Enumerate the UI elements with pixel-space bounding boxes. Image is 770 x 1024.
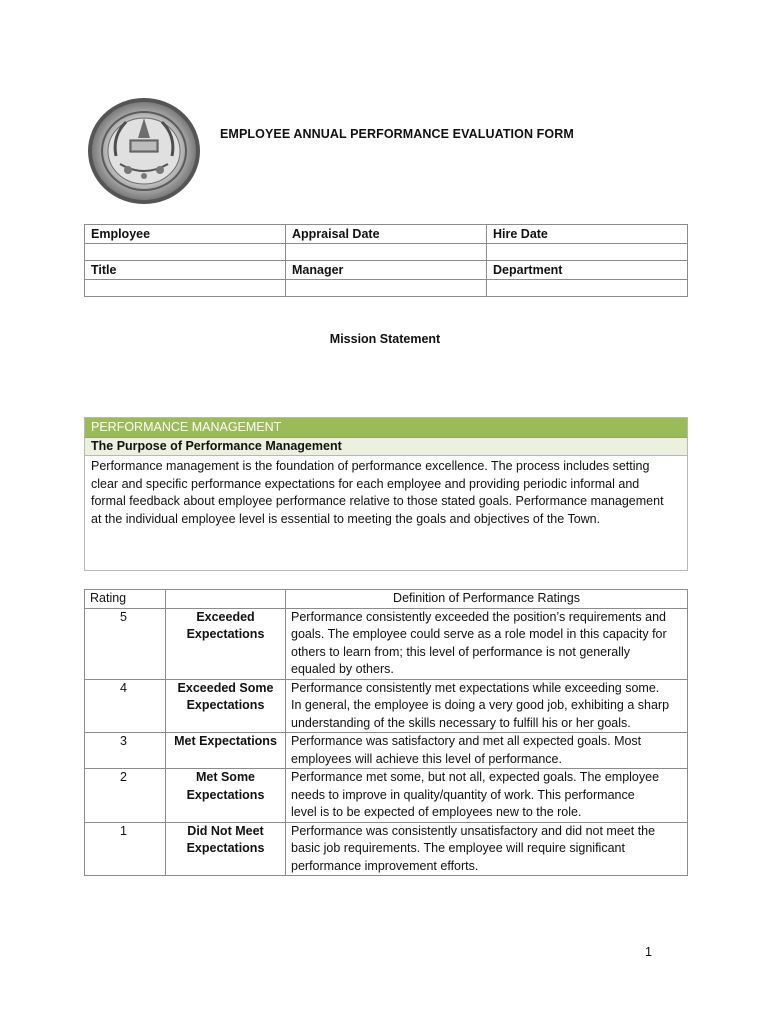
rating-row: [85, 822, 688, 876]
rating-term: [166, 608, 286, 679]
rating-value: 4: [85, 679, 166, 733]
manager-label: Manager: [286, 261, 487, 280]
rating-term-line: Expectations: [186, 841, 265, 855]
hire-date-label: Hire Date: [487, 225, 688, 244]
rating-definition-line: Performance met some, but not all, expected goals. The employee: [291, 770, 660, 784]
rating-column-header: Rating: [85, 590, 166, 609]
performance-management-section: [84, 417, 688, 571]
rating-term-line: Exceeded: [196, 609, 255, 624]
rating-row: [85, 733, 688, 769]
hire-date-field[interactable]: [487, 244, 688, 261]
rating-term-line: Expectations: [186, 787, 265, 802]
rating-term-line: Expectations: [186, 698, 265, 712]
rating-definition-line: understanding of the skills necessary to fulfill his or her goals.: [291, 715, 631, 730]
performance-management-header: PERFORMANCE MANAGEMENT: [85, 418, 687, 438]
rating-row: [85, 769, 688, 823]
rating-term-line: Expectations: [186, 627, 265, 641]
rating-term: [166, 822, 286, 876]
town-seal-logo: [86, 96, 202, 206]
rating-definition-line: basic job requirements. The employee will require significant: [291, 841, 625, 855]
rating-term: [166, 769, 286, 823]
text-line: formal feedback about employee performance relative to those stated goals. Performance management: [91, 494, 664, 508]
info-label-row: [85, 225, 688, 244]
info-label-row: [85, 261, 688, 280]
rating-value: 5: [85, 608, 166, 679]
info-input-row: [85, 244, 688, 261]
department-field[interactable]: [487, 280, 688, 297]
rating-term: [166, 679, 286, 733]
term-column-header: [166, 590, 286, 609]
rating-definition-line: equaled by others.: [291, 662, 394, 676]
rating-row: [85, 679, 688, 733]
rating-definition-line: others to learn from; this level of performance is not generally: [291, 644, 631, 659]
rating-term-line: Met Some: [195, 770, 256, 784]
rating-definition-line: needs to improve in quality/quantity of work. This performance: [291, 787, 635, 802]
rating-definition-line: goals. The employee could serve as a role model in this capacity for: [291, 627, 667, 641]
rating-value: 3: [85, 733, 166, 769]
rating-term-line: Did Not Meet: [187, 823, 264, 838]
rating-term: [166, 733, 286, 769]
info-input-row: [85, 280, 688, 297]
text-line: clear and specific performance expectations for each employee and providing periodic informal and: [91, 476, 640, 491]
rating-term-line: Exceeded Some: [177, 680, 274, 695]
performance-purpose-text: [85, 456, 687, 528]
department-label: Department: [487, 261, 688, 280]
appraisal-date-label: Appraisal Date: [286, 225, 487, 244]
rating-definition-line: Performance consistently exceeded the position’s requirements and: [291, 609, 666, 624]
mission-statement-heading: Mission Statement: [329, 332, 441, 346]
form-title: EMPLOYEE ANNUAL PERFORMANCE EVALUATION FORM: [220, 127, 574, 141]
employee-info-table: [84, 224, 688, 297]
rating-definition: [286, 608, 688, 679]
rating-definition: [286, 733, 688, 769]
rating-definition: [286, 769, 688, 823]
title-label: Title: [85, 261, 286, 280]
rating-value: 2: [85, 769, 166, 823]
text-line: at the individual employee level is essential to meeting the goals and objectives of the Town.: [91, 511, 601, 526]
rating-definition-line: In general, the employee is doing a very good job, exhibiting a sharp: [291, 698, 670, 712]
title-field[interactable]: [85, 280, 286, 297]
page-number: 1: [645, 945, 652, 959]
manager-field[interactable]: [286, 280, 487, 297]
rating-row: [85, 608, 688, 679]
rating-definition: [286, 679, 688, 733]
text-line: Performance management is the foundation of performance excellence. The process includes setting: [91, 459, 650, 473]
rating-definition: [286, 822, 688, 876]
definition-column-header: Definition of Performance Ratings: [286, 590, 688, 609]
rating-definition-line: employees will achieve this level of performance.: [291, 751, 562, 766]
employee-label: Employee: [85, 225, 286, 244]
rating-definition-line: performance improvement efforts.: [291, 858, 479, 873]
rating-definition-line: Performance consistently met expectations while exceeding some.: [291, 680, 660, 695]
ratings-header-row: [85, 590, 688, 609]
rating-definition-line: level is to be expected of employees new to the role.: [291, 805, 582, 819]
rating-value: 1: [85, 822, 166, 876]
performance-purpose-subheader: The Purpose of Performance Management: [85, 438, 687, 456]
rating-definition-line: Performance was satisfactory and met all expected goals. Most: [291, 734, 642, 748]
performance-ratings-table: [84, 589, 688, 876]
appraisal-date-field[interactable]: [286, 244, 487, 261]
employee-field[interactable]: [85, 244, 286, 261]
rating-definition-line: Performance was consistently unsatisfactory and did not meet the: [291, 823, 656, 838]
rating-term-line: Met Expectations: [174, 734, 277, 748]
